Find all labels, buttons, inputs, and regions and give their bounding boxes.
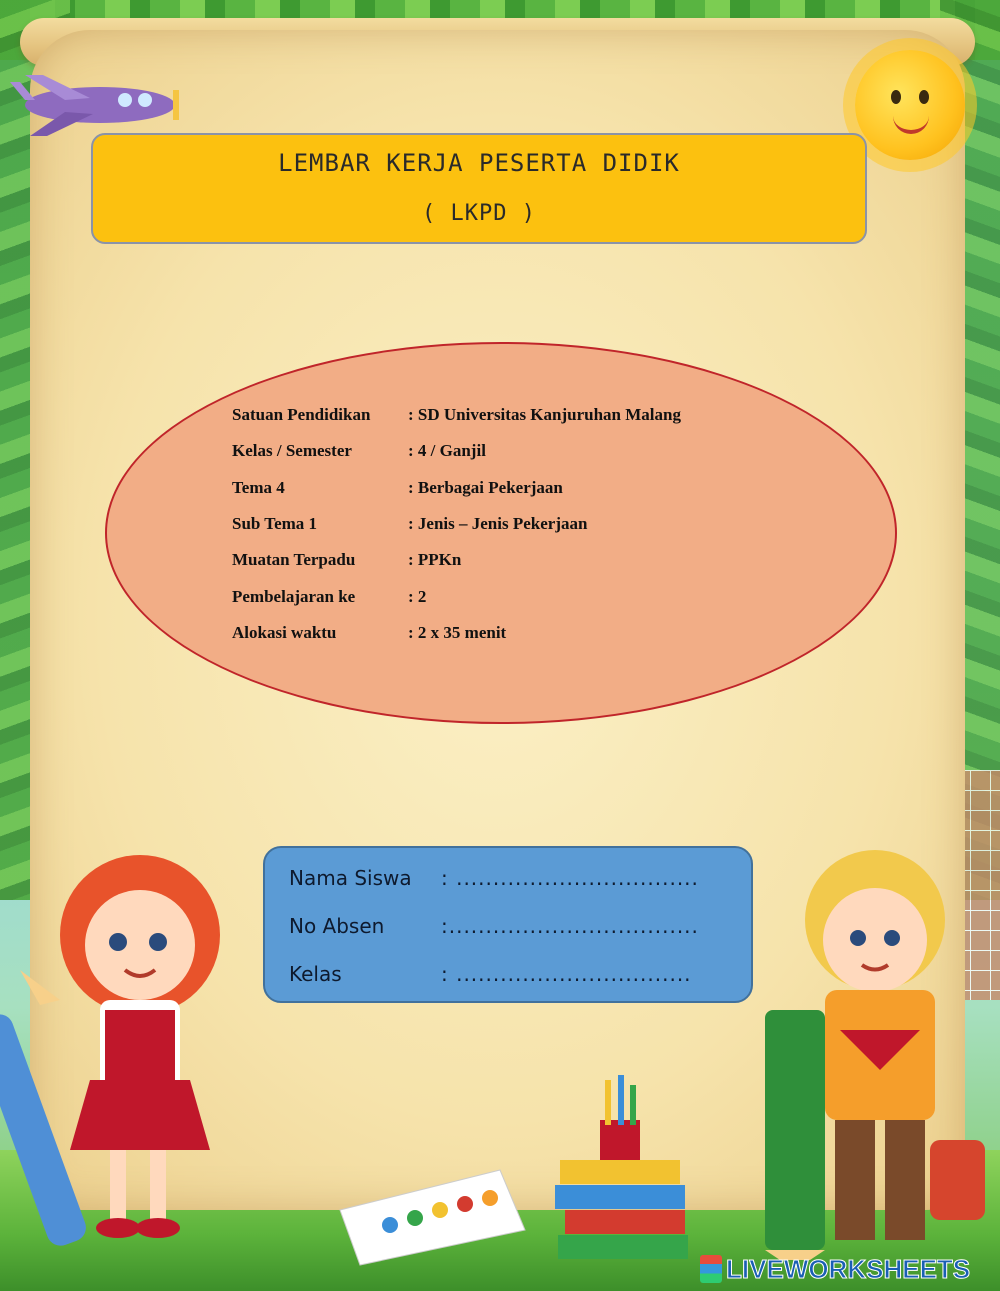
student-label: Nama Siswa — [289, 866, 412, 890]
books-illustration — [550, 1070, 710, 1270]
student-absen-field[interactable]: :.................................. — [441, 914, 699, 938]
sun-icon — [855, 50, 965, 160]
info-label: Tema 4 — [232, 478, 285, 497]
student-label: No Absen — [289, 914, 385, 938]
student-name-field[interactable]: : ................................. — [441, 866, 699, 890]
info-value: : SD Universitas Kanjuruhan Malang — [408, 405, 681, 424]
student-label: Kelas — [289, 962, 342, 986]
header-title: LEMBAR KERJA PESERTA DIDIK — [278, 149, 680, 177]
info-label: Kelas / Semester — [232, 441, 352, 460]
sun-eye — [891, 90, 901, 104]
info-label: Satuan Pendidikan — [232, 405, 371, 424]
info-label: Pembelajaran ke — [232, 587, 356, 606]
sun-eye — [919, 90, 929, 104]
liveworksheets-logo-icon — [700, 1255, 722, 1283]
header-subtitle: ( LKPD ) — [422, 201, 536, 226]
info-value: : PPKn — [408, 550, 462, 569]
airplane-icon — [5, 70, 195, 140]
info-value: : Berbagai Pekerjaan — [408, 478, 563, 497]
watermark-text: LIVEWORKSHEETS — [726, 1253, 971, 1284]
girl-illustration — [0, 850, 320, 1270]
info-label: Sub Tema 1 — [232, 514, 318, 533]
boy-illustration — [740, 840, 990, 1260]
header-banner — [91, 133, 867, 244]
info-label: Muatan Terpadu — [232, 550, 356, 569]
info-value: : 2 — [408, 587, 427, 606]
info-value: : Jenis – Jenis Pekerjaan — [408, 514, 588, 533]
student-info-box — [263, 846, 753, 1003]
info-value: : 4 / Ganjil — [408, 441, 486, 460]
liveworksheets-watermark — [700, 1253, 970, 1285]
sun-mouth — [893, 112, 929, 134]
info-label: Alokasi waktu — [232, 623, 337, 642]
student-kelas-field[interactable]: : ................................ — [441, 962, 692, 986]
paint-palette-illustration — [330, 1150, 530, 1270]
info-value: : 2 x 35 menit — [408, 623, 507, 642]
